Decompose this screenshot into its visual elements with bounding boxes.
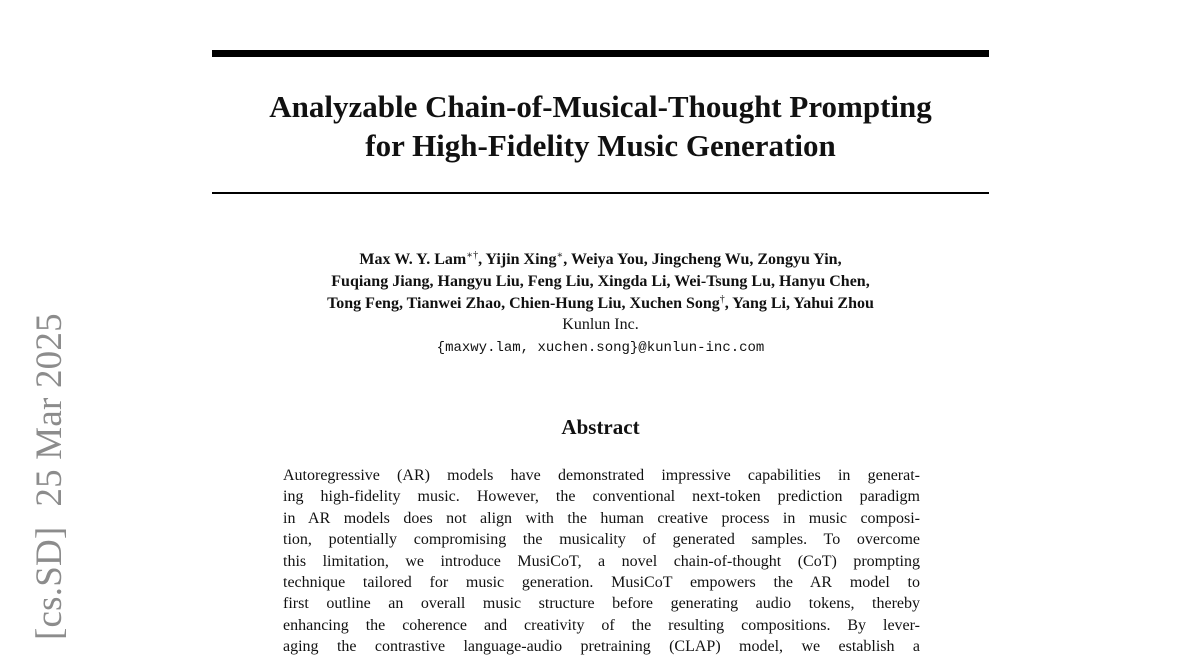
- arxiv-category: [cs.SD]: [29, 526, 70, 640]
- author-name: Tong Feng, Tianwei Zhao, Chien-Hung Liu, Xuchen Song: [327, 295, 720, 312]
- abstract-line: enhancing the coherence and creativity of the resulting compositions. By lever-: [283, 616, 920, 634]
- arxiv-stamp: [30, 313, 70, 640]
- author-mark: ∗†: [466, 250, 479, 261]
- title-top-rule: [212, 50, 989, 57]
- abstract-line: ing high-fidelity music. However, the conventional next-token prediction paradigm: [283, 488, 920, 506]
- title-bottom-rule: [212, 192, 989, 194]
- author-line-1: [212, 249, 989, 271]
- author-list: [212, 249, 989, 315]
- paper-title: [212, 87, 989, 165]
- author-name: Yijin Xing: [485, 251, 557, 268]
- affiliation: Kunlun Inc.: [562, 316, 639, 333]
- abstract-line: technique tailored for music generation. MusiCoT empowers the AR model to: [283, 573, 920, 591]
- arxiv-date: 25 Mar 2025: [29, 313, 70, 507]
- author-name: Weiya You, Jingcheng Wu, Zongyu Yin,: [570, 251, 842, 268]
- abstract-heading: Abstract: [561, 415, 640, 439]
- author-line-2: Fuqiang Jiang, Hangyu Liu, Feng Liu, Xingda Li, Wei-Tsung Lu, Hanyu Chen,: [331, 273, 870, 290]
- abstract-line: Autoregressive (AR) models have demonstrated impressive capabilities in generat-: [283, 467, 920, 484]
- author-mark: †: [719, 294, 725, 305]
- title-line-2: for High-Fidelity Music Generation: [365, 128, 836, 163]
- title-line-1: Analyzable Chain-of-Musical-Thought Prompting: [269, 89, 932, 124]
- author-mark: ∗: [556, 250, 564, 261]
- author-name: Max W. Y. Lam: [359, 251, 467, 268]
- abstract-body: [283, 465, 920, 658]
- abstract-line: in AR models does not align with the human creative process in music composi-: [283, 509, 920, 527]
- author-separator: ,: [724, 295, 733, 312]
- author-separator: ,: [478, 251, 486, 268]
- author-line-3: [212, 293, 989, 315]
- abstract-line: aging the contrastive language-audio pretraining (CLAP) model, we establish a: [283, 638, 920, 656]
- author-separator: ,: [563, 251, 571, 268]
- author-name: Yang Li, Yahui Zhou: [732, 295, 874, 312]
- abstract-line: tion, potentially compromising the musicality of generated samples. To overcome: [283, 531, 920, 549]
- contact-email[interactable]: {maxwy.lam, xuchen.song}@kunlun-inc.com: [436, 340, 765, 356]
- abstract-line: this limitation, we introduce MusiCoT, a novel chain-of-thought (CoT) prompting: [283, 552, 920, 570]
- abstract-line: first outline an overall music structure before generating audio tokens, thereby: [283, 595, 920, 613]
